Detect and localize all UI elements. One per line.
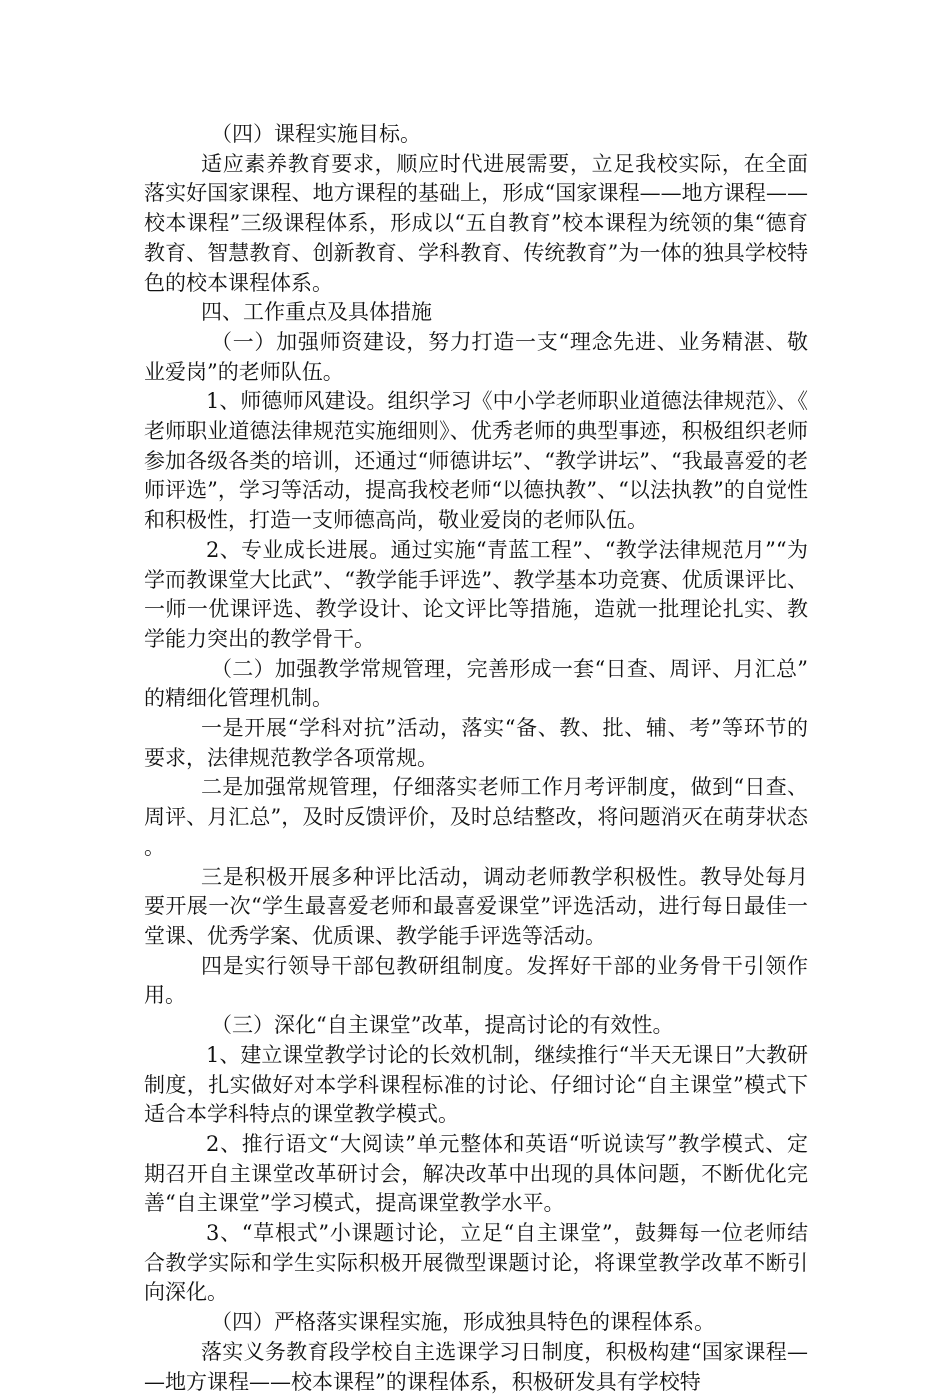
section-heading-work-focus: 四、工作重点及具体措施 [201, 300, 432, 325]
body-paragraph: 1、建立课堂教学讨论的长效机制，继续推行“半天无课日”大教研制度，扎实做好对本学科课程标准的讨论、仔细讨论“自主课堂”模式下适合本学科特点的课堂教学模式。 [144, 1042, 808, 1127]
subsection-heading-routine-management: （二）加强教学常规管理，完善形成一套“日查、周评、月汇总”的精细化管理机制。 [144, 656, 808, 711]
body-paragraph: 2、推行语文“大阅读”单元整体和英语“听说读写”教学模式、定期召开自主课堂改革研讨会，解决改革中出现的具体问题，不断优化完善“自主课堂”学习模式，提高课堂教学水平。 [144, 1131, 808, 1216]
subsection-heading-teachers: （一）加强师资建设，努力打造一支“理念先进、业务精湛、敬业爱岗”的老师队伍。 [144, 329, 808, 384]
body-paragraph: 二是加强常规管理，仔细落实老师工作月考评制度，做到“日查、周评、月汇总”，及时反馈评价，及时总结整改，将问题消灭在萌芽状态。 [144, 775, 808, 859]
body-paragraph: 一是开展“学科对抗”活动，落实“备、教、批、辅、考”等环节的要求，法律规范教学各项常规。 [144, 716, 808, 770]
subsection-heading-classroom-reform: （三）深化“自主课堂”改革，提高讨论的有效性。 [211, 1013, 674, 1038]
body-paragraph: 1、师德师风建设。组织学习《中小学老师职业道德法律规范》、《老师职业道德法律规范实施细则》、优秀老师的典型事迹，积极组织老师参加各级各类的培训，还通过“师德讲坛”、“教学讲坛”、“我最喜爱的老师评选”，学习等活动，提高我校老师“以德执教”、“以法执教”的自觉性和积极性，打造一支师德高尚，敬业爱岗的老师队伍。 [144, 389, 808, 533]
subsection-heading-curriculum: （四）严格落实课程实施，形成独具特色的课程体系。 [211, 1310, 715, 1335]
body-paragraph: 四是实行领导干部包教研组制度。发挥好干部的业务骨干引领作用。 [144, 953, 808, 1008]
document-body [144, 120, 808, 1397]
body-paragraph: 2、专业成长进展。通过实施“青蓝工程”、“教学法律规范月”“为学而教课堂大比武”、“教学能手评选”、教学基本功竞赛、优质课评比、一师一优课评选、教学设计、论文评比等措施，造就一批理论扎实、教学能力突出的教学骨干。 [144, 537, 808, 651]
body-paragraph: 落实义务教育段学校自主选课学习日制度，积极构建“国家课程——地方课程——校本课程”的课程体系，积极研发具有学校特 [144, 1339, 808, 1394]
body-paragraph: 适应素养教育要求，顺应时代进展需要，立足我校实际，在全面落实好国家课程、地方课程的基础上，形成“国家课程——地方课程——校本课程”三级课程体系，形成以“五自教育”校本课程为统领的集“德育教育、智慧教育、创新教育、学科教育、传统教育”为一体的独具学校特色的校本课程体系。 [144, 151, 808, 295]
body-paragraph: 3、“草根式”小课题讨论，立足“自主课堂”，鼓舞每一位老师结合教学实际和学生实际积极开展微型课题讨论，将课堂教学改革不断引向深化。 [144, 1221, 808, 1305]
section-heading-course-goal: （四）课程实施目标。 [211, 122, 421, 146]
body-paragraph: 三是积极开展多种评比活动，调动老师教学积极性。教导处每月要开展一次“学生最喜爱老师和最喜爱课堂”评选活动，进行每日最佳一堂课、优秀学案、优质课、教学能手评选等活动。 [144, 864, 808, 948]
